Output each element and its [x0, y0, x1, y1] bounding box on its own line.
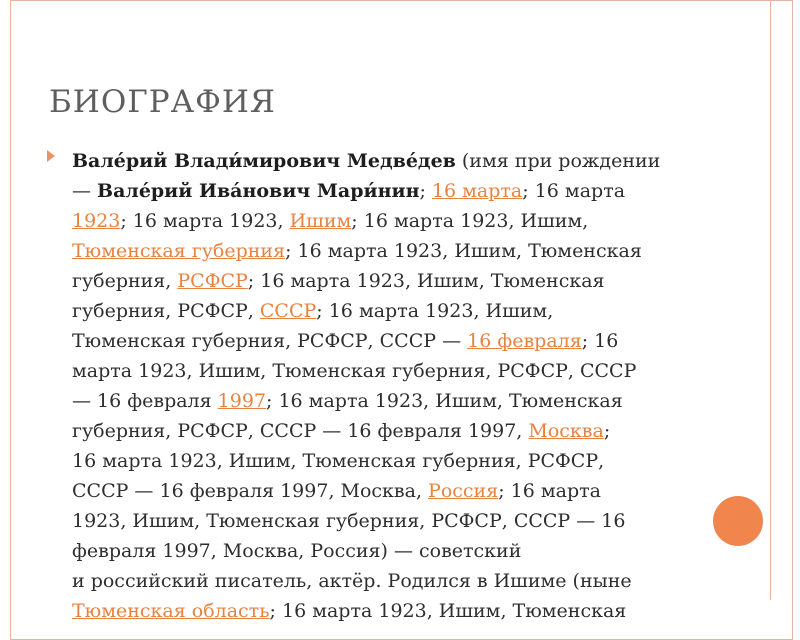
- link-16-february[interactable]: 16 февраля: [467, 330, 582, 352]
- bio-text: губерния, РСФСР,: [72, 300, 260, 322]
- decorative-circle: [713, 496, 763, 546]
- slide-heading: БИОГРАФИЯ: [49, 84, 276, 120]
- birthname-bold: Вале́рий Ива́нович Мари́нин: [97, 180, 420, 202]
- link-ishim[interactable]: Ишим: [289, 210, 352, 232]
- bio-text: (имя при рождении: [455, 150, 661, 172]
- bio-text: ; 16 марта 1923, Ишим, Тюменская: [285, 240, 642, 262]
- link-russia[interactable]: Россия: [428, 480, 499, 502]
- link-1997[interactable]: 1997: [217, 390, 267, 412]
- bio-text: 16 марта 1923, Ишим, Тюменская губерния, РСФСР,: [72, 450, 605, 472]
- bio-text: — 16 февраля: [72, 390, 218, 412]
- bio-text: февраля 1997, Москва, Россия) — советский: [72, 540, 522, 562]
- name-bold: Вале́рий Влади́мирович Медве́дев: [72, 150, 456, 172]
- link-16-march[interactable]: 16 марта: [431, 180, 523, 202]
- bio-text: губерния,: [72, 270, 178, 292]
- bio-text: ; 16 марта 1923, Ишим, Тюменская: [247, 270, 605, 292]
- bio-text: ;: [419, 180, 432, 202]
- bio-text: ; 16 марта 1923, Ишим,: [316, 300, 554, 322]
- bio-text: 1923, Ишим, Тюменская губерния, РСФСР, СССР — 16: [72, 510, 626, 532]
- bio-text: СССР — 16 февраля 1997, Москва,: [72, 480, 429, 502]
- bullet-arrow-icon: [47, 150, 55, 162]
- bio-text: ; 16 марта 1923, Ишим, Тюменская: [269, 600, 627, 622]
- link-1923[interactable]: 1923: [72, 210, 121, 232]
- bio-text: Тюменская губерния, РСФСР, СССР —: [72, 330, 468, 352]
- bio-text: ; 16 марта 1923, Ишим, Тюменская: [266, 390, 623, 412]
- bio-text: —: [72, 180, 98, 202]
- biography-text: [72, 146, 702, 626]
- link-rsfsr[interactable]: РСФСР: [177, 270, 248, 292]
- bio-text: ; 16 марта: [522, 180, 626, 202]
- bio-text: ; 16 марта: [498, 480, 601, 502]
- link-tyumen-gubernia[interactable]: Тюменская губерния: [72, 240, 286, 262]
- link-tyumen-oblast[interactable]: Тюменская область: [72, 600, 270, 622]
- bio-text: ; 16 марта 1923, Ишим,: [351, 210, 589, 232]
- bio-text: ;: [603, 420, 611, 442]
- link-moscow[interactable]: Москва: [528, 420, 604, 442]
- link-ussr[interactable]: СССР: [259, 300, 317, 322]
- bio-text: ; 16: [581, 330, 619, 352]
- bio-text: ; 16 марта 1923,: [120, 210, 290, 232]
- right-border-rule: [770, 0, 771, 600]
- bio-text: марта 1923, Ишим, Тюменская губерния, РСФСР, СССР: [72, 360, 637, 382]
- bio-text: губерния, РСФСР, СССР — 16 февраля 1997,: [72, 420, 529, 442]
- bio-text: и российский писатель, актёр. Родился в Ишиме (ныне: [72, 570, 632, 592]
